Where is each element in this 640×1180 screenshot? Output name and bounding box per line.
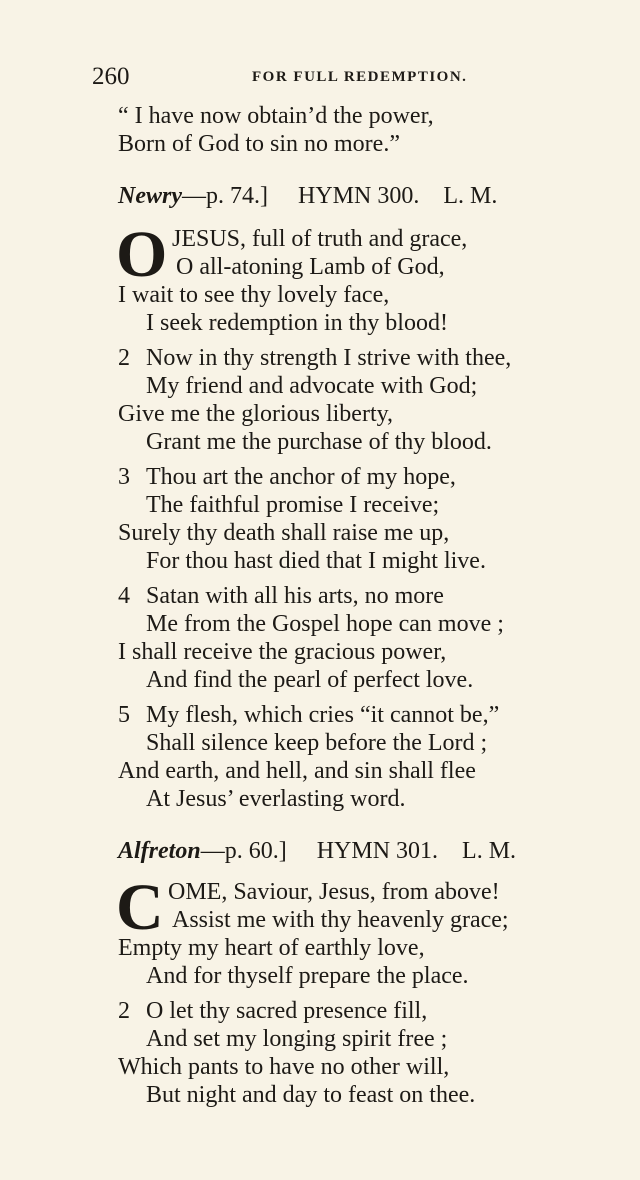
hymn-number: HYMN 301. [316,838,439,864]
drop-cap: C [116,871,164,944]
hymn-300-heading [118,181,497,211]
hymn-number: HYMN 300. [297,183,420,209]
continuation-line: Born of God to sin no more.” [118,131,400,157]
stanza-number: 2 [118,998,130,1024]
verse-line: Which pants to have no other will, [118,1054,450,1080]
verse-line: Give me the glorious liberty, [118,401,394,427]
tune-name: Newry [118,183,182,209]
tune-page-ref: —p. 60.] [200,838,287,864]
verse-line: I shall receive the gracious power, [118,639,447,665]
verse-line: I wait to see thy lovely face, [118,282,390,308]
verse-line: Assist me with thy heavenly grace; [172,907,509,933]
tune-name: Alfreton [118,838,201,864]
tune-page-ref: —p. 74.] [181,183,268,209]
verse-line: O let thy sacred presence fill, [146,998,428,1024]
verse-line: OME, Saviour, Jesus, from above! [168,879,500,905]
stanza-number: 4 [118,583,130,609]
verse-line: My friend and advocate with God; [146,373,478,399]
drop-cap: O [116,218,168,291]
verse-line: And earth, and hell, and sin shall flee [118,758,476,784]
page-header [92,63,502,91]
stanza-number: 5 [118,702,130,728]
verse-line: And set my longing spirit free ; [146,1026,448,1052]
verse-line: For thou hast died that I might live. [146,548,486,574]
verse-line: At Jesus’ everlasting word. [146,786,406,812]
verse-line: Now in thy strength I strive with thee, [146,345,512,371]
verse-line: Surely thy death shall raise me up, [118,520,450,546]
verse-line: And for thyself prepare the place. [146,963,469,989]
verse-line: Empty my heart of earthly love, [118,935,425,961]
hymn-meter: L. M. [462,838,517,864]
verse-line: Shall silence keep before the Lord ; [146,730,488,756]
verse-line: O all-atoning Lamb of God, [176,254,445,280]
verse-line: Thou art the anchor of my hope, [146,464,456,490]
verse-line: The faithful promise I receive; [146,492,440,518]
page-number: 260 [92,63,130,90]
verse-line: JESUS, full of truth and grace, [172,226,468,252]
continuation-line: “ I have now obtain’d the power, [118,103,434,129]
verse-line: Grant me the purchase of thy blood. [146,429,492,455]
verse-line: But night and day to feast on thee. [146,1082,476,1108]
verse-line: And find the pearl of perfect love. [146,667,474,693]
verse-line: I seek redemption in thy blood! [146,310,448,336]
stanza-number: 3 [118,464,130,490]
verse-line: Satan with all his arts, no more [146,583,444,609]
verse-line: Me from the Gospel hope can move ; [146,611,504,637]
running-head: FOR FULL REDEMPTION. [252,69,468,85]
hymn-meter: L. M. [443,183,498,209]
hymn-301-heading [118,836,516,866]
stanza-number: 2 [118,345,130,371]
verse-line: My flesh, which cries “it cannot be,” [146,702,500,728]
